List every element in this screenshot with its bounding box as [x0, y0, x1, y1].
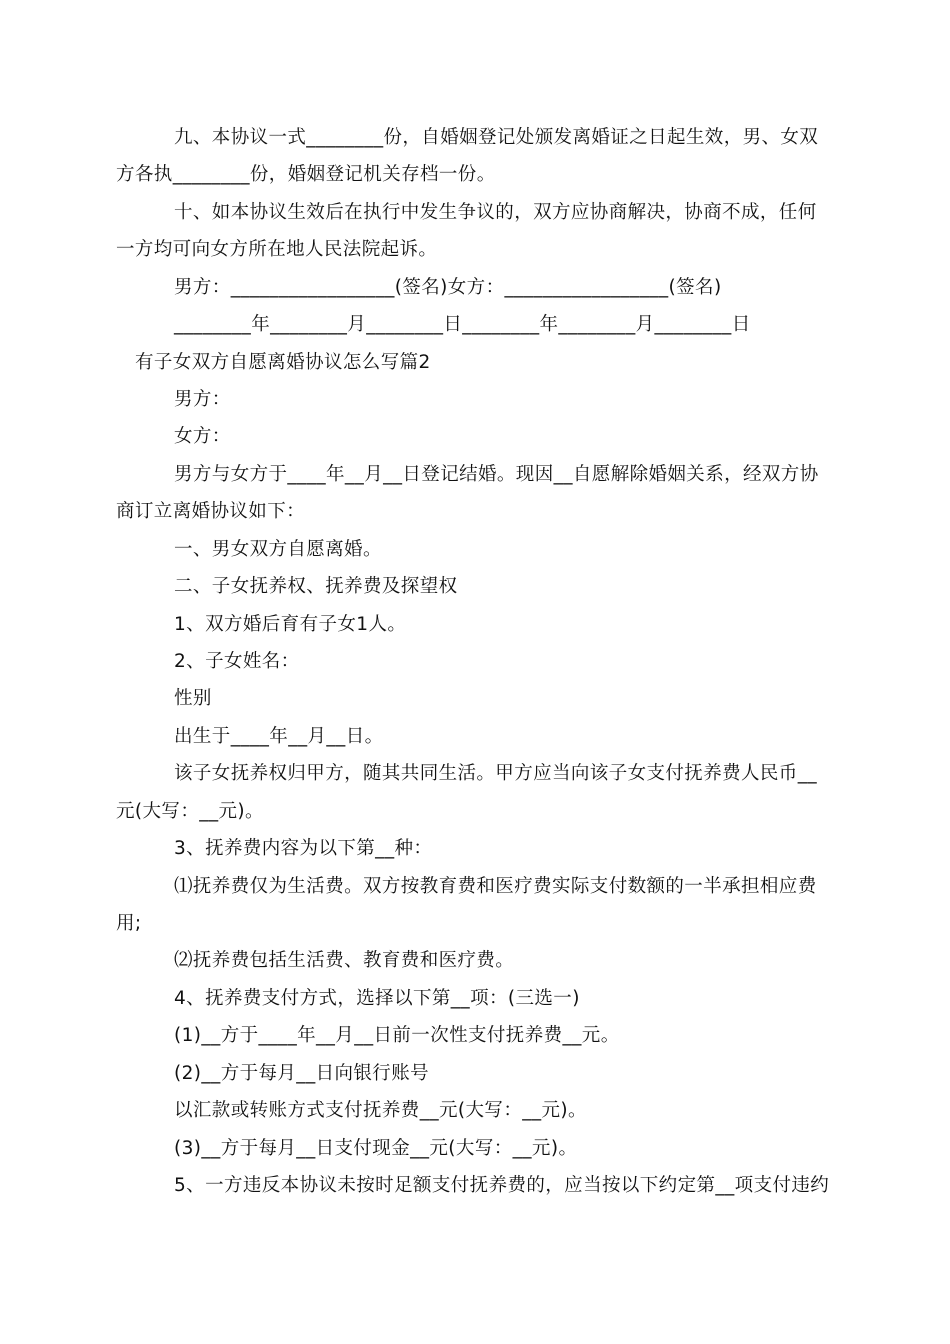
- intro-line-1: 男方与女方于____年__月__日登记结婚。现因__自愿解除婚姻关系，经双方协: [174, 464, 819, 485]
- clause-10-line-2: 一方均可向女方所在地人民法院起诉。: [116, 239, 438, 260]
- wife-label: 女方：: [174, 426, 231, 447]
- clause-1: 一、男女双方自愿离婚。: [174, 539, 382, 560]
- item-2-name: 2、子女姓名：: [174, 651, 300, 672]
- item-5: 5、一方违反本协议未按时足额支付抚养费的，应当按以下约定第__项支付违约: [174, 1175, 830, 1196]
- item-1: 1、双方婚后育有子女1人。: [174, 614, 407, 635]
- custody-line-1: 该子女抚养权归甲方，随其共同生活。甲方应当向该子女支付抚养费人民币__: [174, 763, 818, 784]
- item-4-option-2-cont: 以汇款或转账方式支付抚养费__元(大写：__元)。: [174, 1100, 587, 1121]
- item-4-option-1: (1)__方于____年__月__日前一次性支付抚养费__元。: [174, 1025, 620, 1046]
- item-4-option-3: (3)__方于每月__日支付现金__元(大写：__元)。: [174, 1138, 578, 1159]
- item-3-option-1-line-2: 用;: [116, 913, 142, 934]
- item-2-gender: 性别: [174, 688, 212, 709]
- clause-9-line-2: 方各执________份，婚姻登记机关存档一份。: [116, 164, 496, 185]
- clause-10-line-1: 十、如本协议生效后在执行中发生争议的，双方应协商解决，协商不成，任何: [174, 202, 817, 223]
- section-heading: 有子女双方自愿离婚协议怎么写篇2: [135, 352, 431, 373]
- signature-line: 男方：_________________(签名)女方：_________________(签名): [174, 277, 722, 298]
- clause-2-title: 二、子女抚养权、抚养费及探望权: [174, 576, 458, 597]
- item-4: 4、抚养费支付方式，选择以下第__项：(三选一): [174, 988, 580, 1009]
- intro-line-2: 商订立离婚协议如下：: [116, 501, 306, 522]
- item-3: 3、抚养费内容为以下第__种：: [174, 838, 433, 859]
- item-2-birth: 出生于____年__月__日。: [174, 726, 384, 747]
- clause-9-line-1: 九、本协议一式________份，自婚姻登记处颁发离婚证之日起生效，男、女双: [174, 127, 819, 148]
- item-4-option-2: (2)__方于每月__日向银行账号: [174, 1063, 430, 1084]
- item-3-option-2: ⑵抚养费包括生活费、教育费和医疗费。: [174, 950, 515, 971]
- custody-line-2: 元(大写：__元)。: [116, 801, 264, 822]
- item-3-option-1-line-1: ⑴抚养费仅为生活费。双方按教育费和医疗费实际支付数额的一半承担相应费: [174, 876, 817, 897]
- date-line: ________年________月________日________年________月________日: [174, 314, 751, 335]
- husband-label: 男方：: [174, 389, 231, 410]
